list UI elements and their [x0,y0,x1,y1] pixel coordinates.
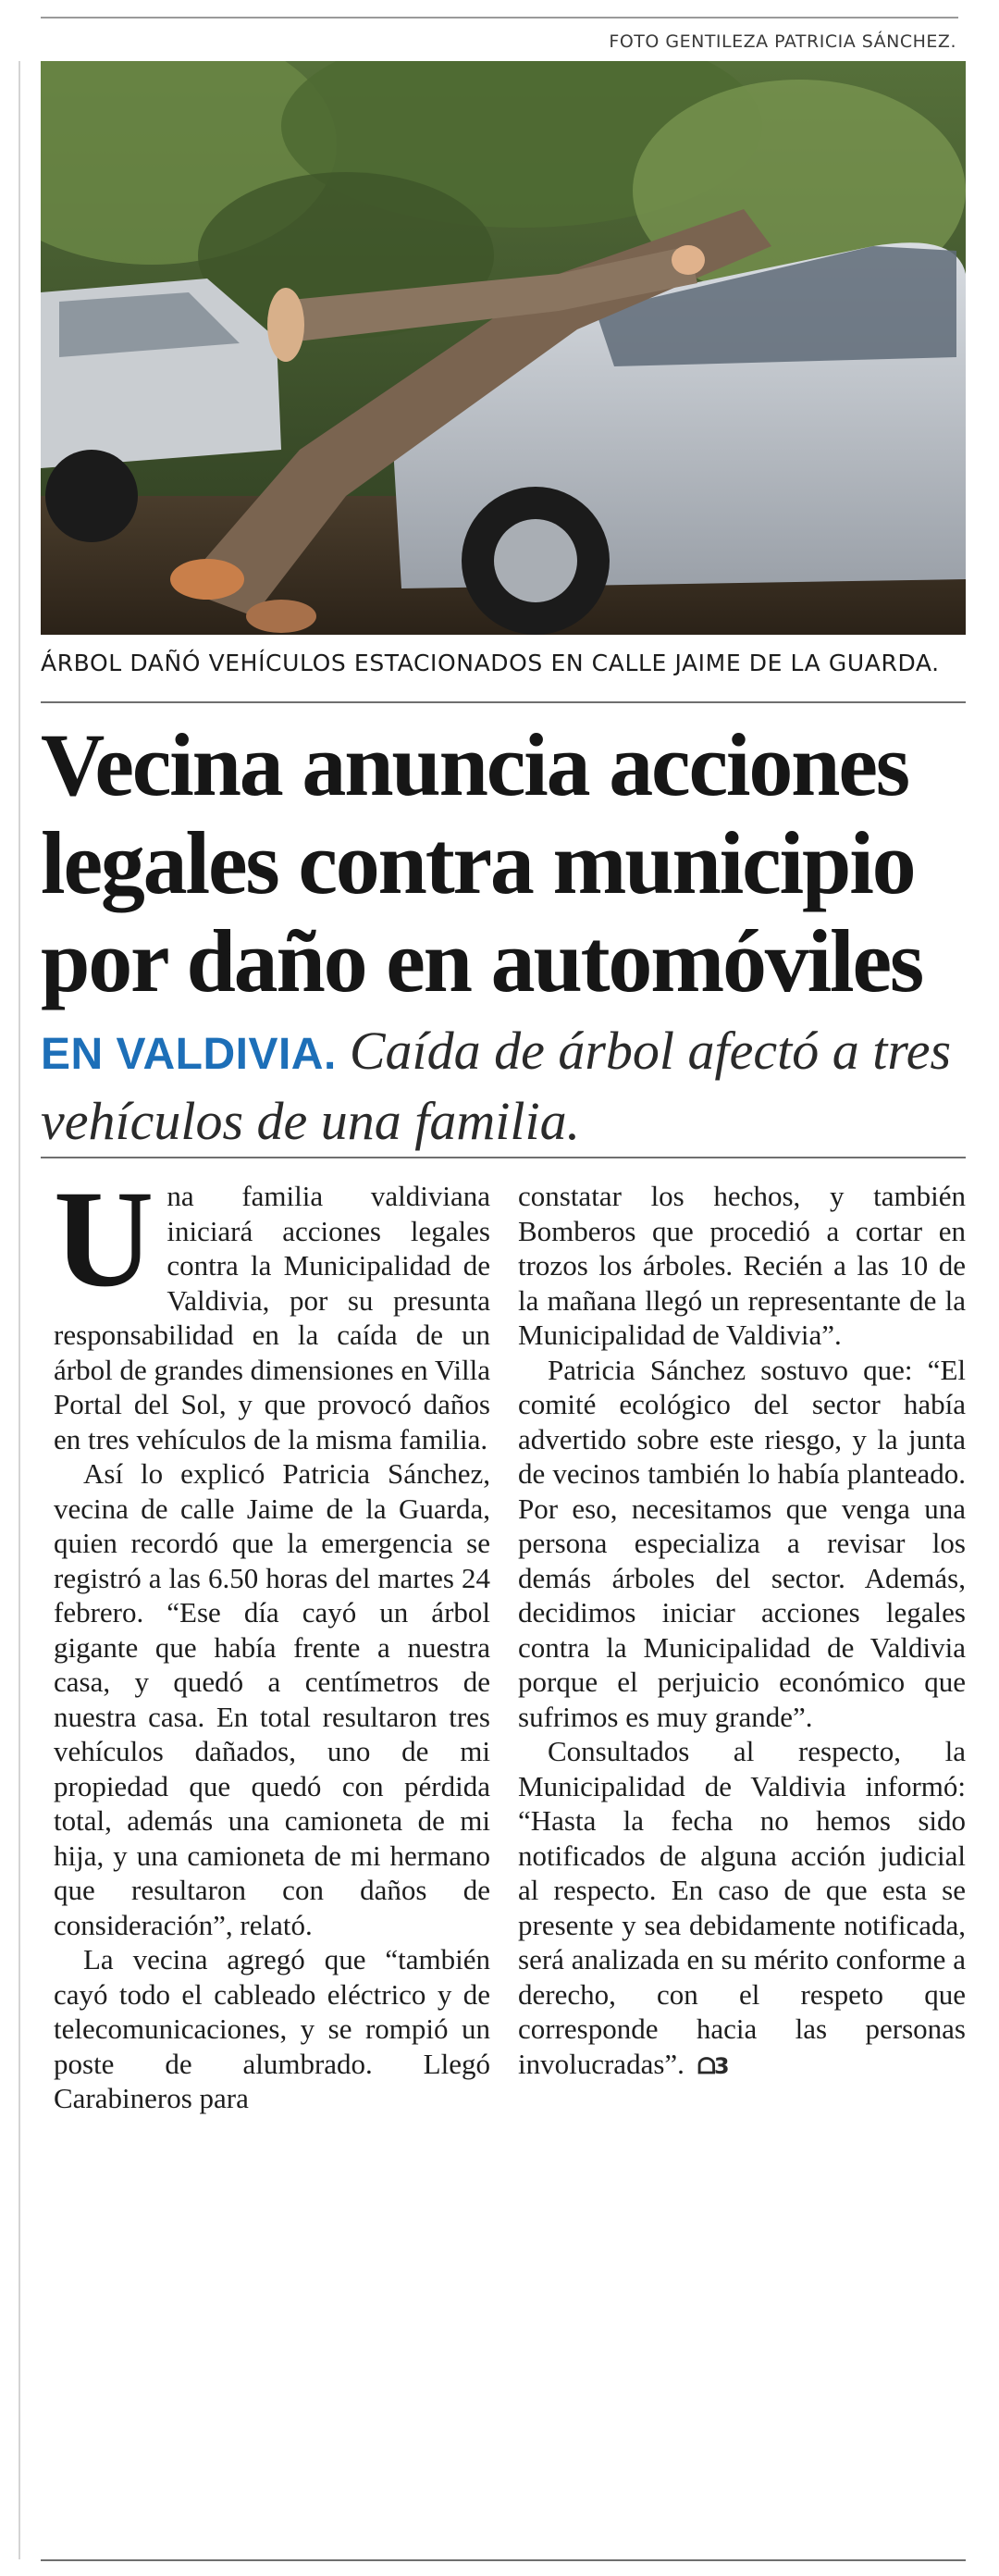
article-paragraph: constatar los hechos, y también Bomberos que procedió a cortar en trozos los árboles. Recién a las 10 de la mañana llegó un representante de la Municipalidad de Valdivia”. [518,1180,966,1351]
article-paragraph: Patricia Sánchez sostuvo que: “El comité ecológico del sector había advertido sobre este riesgo, y la junta de vecinos también lo había planteado. Por eso, necesitamos que venga una persona especializa a revisar los demás árboles del sector. Además, decidimos iniciar acciones legales contra la Municipalidad de Valdivia porque el perjuicio económico que sufrimos es muy grande”. [518,1353,966,1733]
top-rule [41,17,958,19]
headline-line: legales contra municipio [41,813,915,912]
article-deck [41,1018,971,1155]
article-photo [41,61,966,635]
deck-rule [41,1157,966,1158]
headline-line: Vecina anuncia acciones [41,715,908,814]
article-headline [41,716,975,1010]
article-column-right [518,1179,966,2084]
article-subtitle: Caída de árbol afectó a tres vehículos de una familia. [41,1021,952,1151]
bottom-rule [41,2559,966,2561]
article-column-left [54,1162,490,2116]
headline-line: por daño en automóviles [41,911,923,1010]
article-paragraph: La vecina agregó que “también cayó todo el cableado eléctrico y de telecomunicaciones, y se rompió un poste de alumbrado. Llegó Carabineros para [54,1943,490,2114]
photo-credit: FOTO GENTILEZA PATRICIA SÁNCHEZ. [609,31,956,52]
fallen-tree-photo [41,61,966,635]
drop-cap: U [54,1162,154,1316]
end-mark-icon: ᗝ3 [697,2052,728,2079]
location-kicker: EN VALDIVIA. [41,1030,337,1079]
article-paragraph [54,1162,490,1456]
caption-rule [41,701,966,703]
paragraph-text: na familia valdiviana iniciará acciones legales contra la Municipalidad de Valdivia, por su presunta responsabilidad en la caída de un árbol de grandes dimensiones en Villa Portal del Sol, y que provocó daños en tres vehículos de la misma familia. [54,1180,490,1455]
article-paragraph: Así lo explicó Patricia Sánchez, vecina de calle Jaime de la Guarda, quien recordó que la emergencia se registró a las 6.50 horas del martes 24 febrero. “Ese día cayó un árbol gigante que había frente a nuestra casa, y quedó a centímetros de nuestra casa. En total resultaron tres vehículos dañados, uno de mi propiedad que quedó con pérdida total, además una camioneta de mi hija, y una camioneta de mi hermano que resultaron con daños de consideración”, relató. [54,1457,490,1941]
photo-caption: ÁRBOL DAÑÓ VEHÍCULOS ESTACIONADOS EN CALLE JAIME DE LA GUARDA. [41,650,940,676]
paragraph-text: Consultados al respecto, la Municipalidad de Valdivia informó: “Hasta la fecha no hemos sido notificados de alguna acción judicial al respecto. En caso de que esta se presente y sea debidamente notificada, será analizada en su mérito conforme a derecho, con el respeto que corresponde hacia las personas involucradas”. [518,1735,966,2080]
article-paragraph [518,1734,966,2084]
margin-rule [18,61,20,2559]
